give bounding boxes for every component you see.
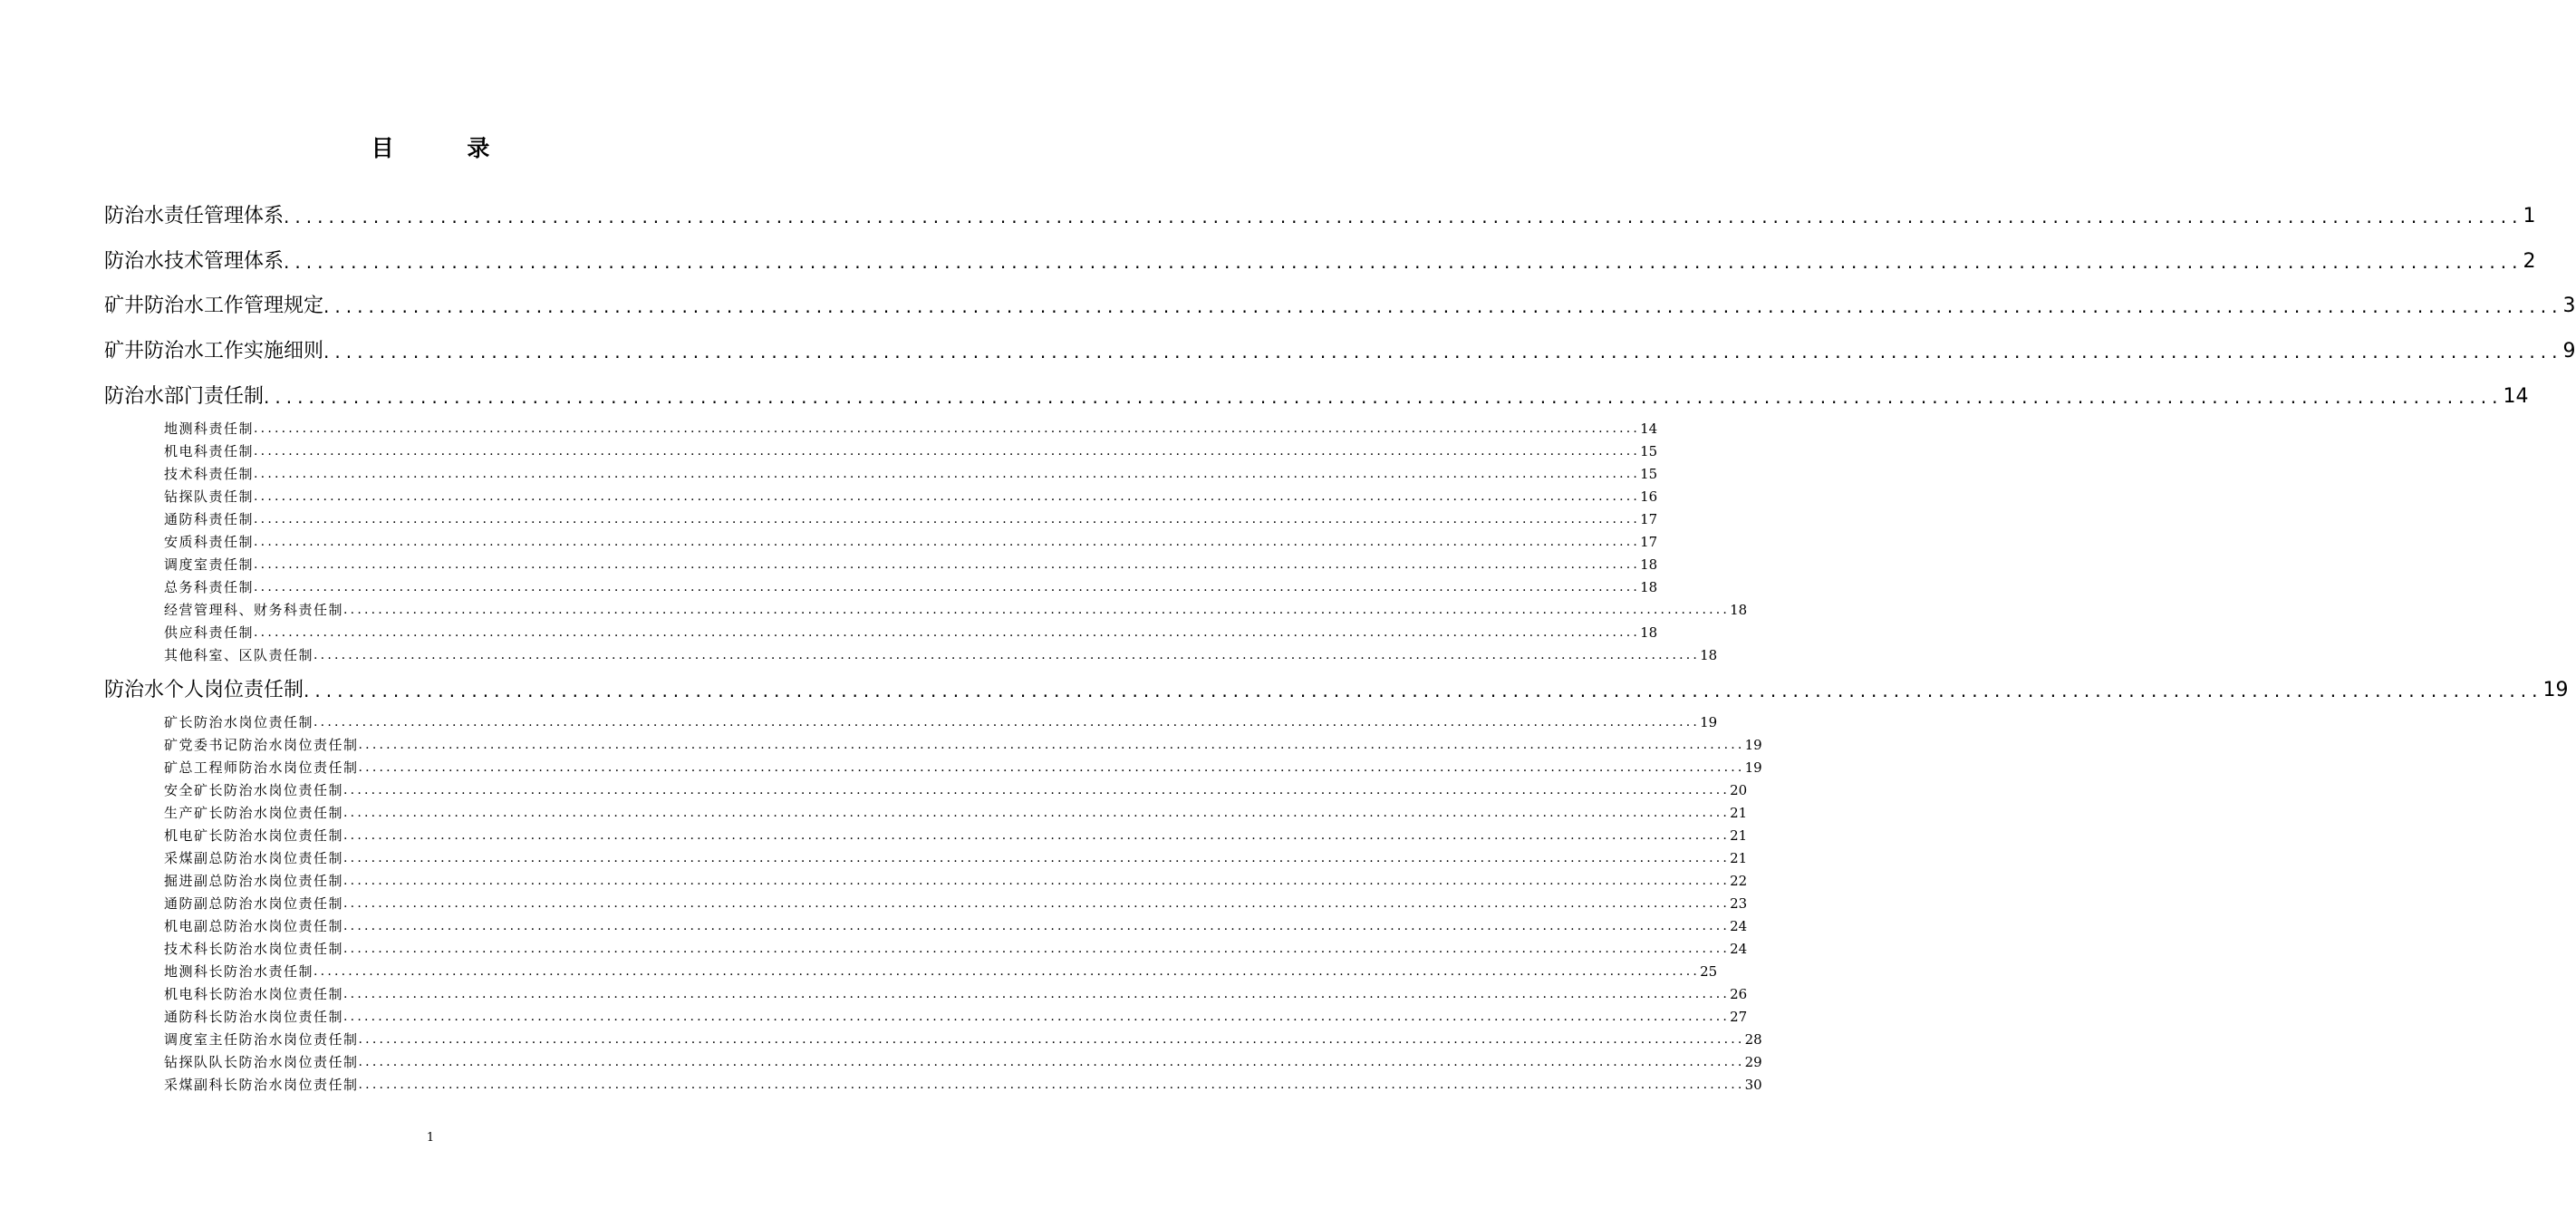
toc-dot-leader: ........................................................................................................................................................................................................ (343, 987, 1731, 1001)
toc-entry-label: 地测科责任制 (164, 420, 255, 437)
toc-dot-leader: ........................................................................................................................................................................................................ (343, 896, 1731, 911)
toc-page-number: 25 (1700, 963, 1718, 980)
toc-entry-label: 通防副总防治水岗位责任制 (164, 895, 344, 912)
toc-dot-leader: ........................................................................................................................................................................................................ (358, 1055, 1745, 1069)
toc-dot-leader: ........................................................................................................................................................................................................ (358, 760, 1745, 775)
toc-dot-leader: ........................................................................................................................................................................................................ (343, 919, 1731, 933)
toc-section-entry[interactable] (104, 291, 2576, 322)
toc-section-entry[interactable] (104, 675, 2569, 706)
toc-dot-leader: ........................................................................................................................................................................................................ (254, 535, 1641, 549)
toc-subsection-entry[interactable] (164, 711, 1718, 733)
toc-dot-leader: ........................................................................................................................................................................................................ (264, 386, 2504, 408)
toc-dot-leader: ........................................................................................................................................................................................................ (343, 783, 1731, 798)
toc-dot-leader: ........................................................................................................................................................................................................ (343, 851, 1731, 865)
toc-subsection-entry[interactable] (164, 779, 1748, 801)
toc-subsection-entry[interactable] (164, 802, 1748, 824)
toc-subsection-entry[interactable] (164, 599, 1748, 621)
toc-page-number: 24 (1730, 918, 1748, 934)
toc-page-number: 19 (1700, 714, 1718, 730)
toc-entry-label: 技术科责任制 (164, 466, 255, 482)
toc-subsection-entry[interactable] (164, 915, 1748, 937)
toc-entry-label: 采煤副科长防治水岗位责任制 (164, 1077, 359, 1093)
toc-page-number: 18 (1730, 602, 1748, 618)
toc-subsection-entry[interactable] (164, 508, 1658, 530)
toc-page-number: 1 (2523, 205, 2536, 227)
toc-page-number: 27 (1730, 1009, 1748, 1025)
toc-dot-leader: ........................................................................................................................................................................................................ (343, 874, 1731, 888)
toc-entry-label: 经营管理科、财务科责任制 (164, 602, 344, 618)
toc-subsection-entry[interactable] (164, 1051, 1762, 1073)
toc-page-number: 22 (1730, 873, 1748, 889)
toc-subsection-entry[interactable] (164, 418, 1658, 440)
toc-page-number: 28 (1744, 1031, 1762, 1048)
toc-page-number: 14 (2503, 385, 2529, 408)
toc-entry-label: 矿党委书记防治水岗位责任制 (164, 737, 359, 753)
toc-subsection-entry[interactable] (164, 847, 1748, 869)
toc-dot-leader: ........................................................................................................................................................................................................ (323, 295, 2563, 317)
toc-entry-label: 通防科长防治水岗位责任制 (164, 1009, 344, 1025)
toc-page-number: 2 (2523, 250, 2536, 273)
toc-dot-leader: ........................................................................................................................................................................................................ (358, 1032, 1745, 1047)
toc-entry-label: 矿总工程师防治水岗位责任制 (164, 759, 359, 776)
toc-page-number: 18 (1640, 579, 1658, 595)
toc-dot-leader: ........................................................................................................................................................................................................ (343, 603, 1731, 617)
toc-dot-leader: ........................................................................................................................................................................................................ (358, 738, 1745, 752)
toc-page-number: 26 (1730, 986, 1748, 1002)
page-title: 目 录 (371, 135, 523, 161)
toc-subsection-entry[interactable] (164, 870, 1748, 892)
page-footer-number: 1 (426, 1131, 435, 1145)
toc-entry-label: 机电副总防治水岗位责任制 (164, 918, 344, 934)
toc-page-number: 18 (1700, 647, 1718, 663)
toc-page-number: 19 (2542, 679, 2569, 701)
toc-entry-label: 防治水技术管理体系 (104, 250, 285, 273)
toc-page-number: 17 (1640, 511, 1658, 527)
toc-entry-label: 安质科责任制 (164, 534, 255, 550)
toc-page-number: 20 (1730, 782, 1748, 798)
toc-entry-label: 供应科责任制 (164, 624, 255, 641)
toc-dot-leader: ........................................................................................................................................................................................................ (284, 206, 2523, 227)
toc-entry-label: 其他科室、区队责任制 (164, 647, 314, 663)
toc-dot-leader: ........................................................................................................................................................................................................ (254, 444, 1641, 459)
toc-page-number: 21 (1730, 827, 1748, 844)
toc-dot-leader: ........................................................................................................................................................................................................ (254, 512, 1641, 527)
toc-section-entry[interactable] (104, 201, 2536, 232)
toc-subsection-entry[interactable] (164, 486, 1658, 508)
toc-dot-leader: ........................................................................................................................................................................................................ (304, 680, 2543, 701)
toc-subsection-entry[interactable] (164, 463, 1658, 485)
toc-entry-label: 防治水部门责任制 (104, 385, 265, 408)
toc-page-number: 18 (1640, 556, 1658, 573)
toc-dot-leader: ........................................................................................................................................................................................................ (254, 625, 1641, 640)
toc-entry-label: 安全矿长防治水岗位责任制 (164, 782, 344, 798)
toc-entry-label: 防治水责任管理体系 (104, 205, 285, 227)
toc-subsection-entry[interactable] (164, 938, 1748, 960)
toc-entry-label: 地测科长防治水责任制 (164, 963, 314, 980)
toc-dot-leader: ........................................................................................................................................................................................................ (358, 1078, 1745, 1092)
toc-entry-label: 机电科责任制 (164, 443, 255, 459)
toc-page-number: 16 (1640, 488, 1658, 505)
toc-subsection-entry[interactable] (164, 1074, 1762, 1096)
toc-page-number: 18 (1640, 624, 1658, 641)
toc-section-entry[interactable] (104, 246, 2536, 277)
toc-dot-leader: ........................................................................................................................................................................................................ (254, 580, 1641, 594)
toc-dot-leader: ........................................................................................................................................................................................................ (343, 806, 1731, 820)
toc-entry-label: 矿井防治水工作实施细则 (104, 340, 324, 362)
toc-subsection-entry[interactable] (164, 576, 1658, 598)
toc-subsection-entry[interactable] (164, 757, 1762, 778)
toc-page-number: 19 (1744, 759, 1762, 776)
toc-page-number: 3 (2562, 295, 2576, 317)
toc-page-number: 21 (1730, 850, 1748, 866)
toc-page-number: 24 (1730, 941, 1748, 957)
toc-entry-label: 调度室责任制 (164, 556, 255, 573)
toc-entry-label: 总务科责任制 (164, 579, 255, 595)
toc-subsection-entry[interactable] (164, 1006, 1748, 1028)
toc-subsection-entry[interactable] (164, 983, 1748, 1005)
toc-entry-label: 机电矿长防治水岗位责任制 (164, 827, 344, 844)
toc-subsection-entry[interactable] (164, 1029, 1762, 1050)
toc-dot-leader: ........................................................................................................................................................................................................ (284, 251, 2523, 273)
toc-subsection-entry[interactable] (164, 893, 1748, 914)
toc-entry-label: 掘进副总防治水岗位责任制 (164, 873, 344, 889)
toc-dot-leader: ........................................................................................................................................................................................................ (254, 421, 1641, 436)
toc-page-number: 14 (1640, 420, 1658, 437)
toc-entry-label: 通防科责任制 (164, 511, 255, 527)
toc-dot-leader: ........................................................................................................................................................................................................ (343, 1010, 1731, 1024)
toc-page-number: 9 (2562, 340, 2576, 362)
toc-entry-label: 防治水个人岗位责任制 (104, 679, 304, 701)
toc-entry-label: 技术科长防治水岗位责任制 (164, 941, 344, 957)
toc-dot-leader: ........................................................................................................................................................................................................ (314, 715, 1701, 730)
toc-subsection-entry[interactable] (164, 734, 1762, 756)
toc-dot-leader: ........................................................................................................................................................................................................ (314, 648, 1701, 662)
toc-entry-label: 钻探队队长防治水岗位责任制 (164, 1054, 359, 1070)
toc-section-entry[interactable] (104, 382, 2529, 412)
toc-subsection-entry[interactable] (164, 531, 1658, 553)
toc-subsection-entry[interactable] (164, 554, 1658, 575)
toc-dot-leader: ........................................................................................................................................................................................................ (314, 964, 1701, 979)
toc-entry-label: 机电科长防治水岗位责任制 (164, 986, 344, 1002)
toc-dot-leader: ........................................................................................................................................................................................................ (254, 489, 1641, 504)
toc-dot-leader: ........................................................................................................................................................................................................ (254, 467, 1641, 481)
toc-entry-label: 生产矿长防治水岗位责任制 (164, 805, 344, 821)
toc-entry-label: 调度室主任防治水岗位责任制 (164, 1031, 359, 1048)
toc-entry-label: 钻探队责任制 (164, 488, 255, 505)
toc-page-number: 23 (1730, 895, 1748, 912)
toc-page-number: 15 (1640, 443, 1658, 459)
toc-page-number: 30 (1744, 1077, 1762, 1093)
toc-dot-leader: ........................................................................................................................................................................................................ (254, 557, 1641, 572)
toc-page-number: 19 (1744, 737, 1762, 753)
toc-dot-leader: ........................................................................................................................................................................................................ (323, 341, 2563, 362)
toc-subsection-entry[interactable] (164, 961, 1718, 982)
toc-page-number: 29 (1744, 1054, 1762, 1070)
toc-entry-label: 采煤副总防治水岗位责任制 (164, 850, 344, 866)
toc-entry-label: 矿井防治水工作管理规定 (104, 295, 324, 317)
toc-page-number: 17 (1640, 534, 1658, 550)
toc-dot-leader: ........................................................................................................................................................................................................ (343, 942, 1731, 956)
toc-entry-label: 矿长防治水岗位责任制 (164, 714, 314, 730)
toc-subsection-entry[interactable] (164, 644, 1718, 666)
toc-subsection-entry[interactable] (164, 825, 1748, 846)
toc-subsection-entry[interactable] (164, 622, 1658, 643)
toc-dot-leader: ........................................................................................................................................................................................................ (343, 828, 1731, 843)
toc-page-number: 15 (1640, 466, 1658, 482)
toc-page-number: 21 (1730, 805, 1748, 821)
toc-section-entry[interactable] (104, 336, 2576, 367)
toc-subsection-entry[interactable] (164, 440, 1658, 462)
